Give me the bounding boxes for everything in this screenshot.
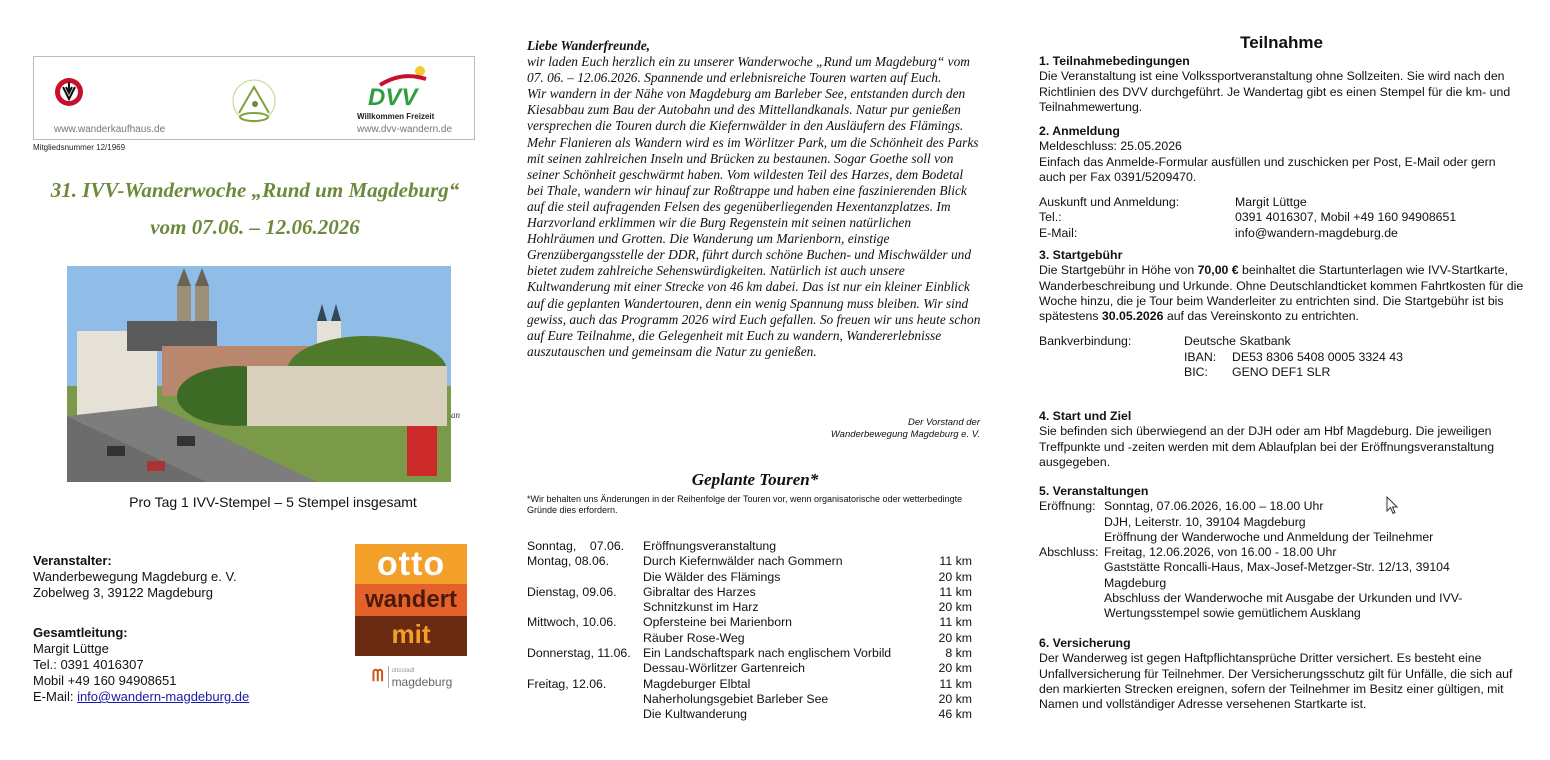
tour-name: Schnitzkunst im Harz <box>643 600 759 615</box>
contact-value: Margit Lüttge <box>1235 195 1307 210</box>
closing-line: Gaststätte Roncalli-Haus, Max-Josef-Metzger-Str. 12/13, 39104 Magdeburg <box>1104 560 1450 590</box>
section-fee <box>1039 248 1524 380</box>
tour-name: Gibraltar des Harzes <box>643 584 756 599</box>
tour-row <box>527 615 972 630</box>
section-heading: 1. Teilnahmebedingungen <box>1039 54 1190 68</box>
logo-box <box>33 56 475 140</box>
tours-note: *Wir behalten uns Änderungen in der Reihenfolge der Touren vor, wenn organisatorische oder wetterbedingte Gründe dies erfordern. <box>527 494 963 515</box>
tours-table <box>527 539 972 723</box>
tour-day: Freitag, 12.06. <box>527 676 607 691</box>
ivv-logo-icon <box>54 77 84 107</box>
tour-km <box>916 539 972 554</box>
tour-km: 20 km <box>938 569 972 584</box>
management-mobil: Mobil +49 160 94908651 <box>33 673 177 688</box>
tour-km: 8 km <box>945 646 972 661</box>
letter-paragraph: Wir wandern in der Nähe von Magdeburg am Barleber See, entstanden durch den Kiesabbau zum Bau der Autobahn und des Mittellandkanals. Natur pur genießen versprechen die Touren durch die Kiefernwälder in den Ausläufern des Flämings. Mehr Flanieren als Wandern wird es im Wörlitzer Park, um die Schönheit des Parks mit seinen zahlreichen Inseln und Brücken zu bestaunen. Sogar Goethe soll von seiner Schönheit geschwärmt haben. Vom wildesten Teil des Harzes, dem Bodetal bei Thale, wandern wir hinauf zur Roßtrappe und haben eine faszinierenden Blick auf die steil aufragenden Felsen des gegenüberliegenden Hexentanzplatzes. Im Harzvorland erklimmen wir die Burg Regenstein mit seinen natürlichen Hohlräumen und Grotten. Die Wanderung um Marienborn, einstige Grenzübergangsstelle der DDR, führt durch schöne Buchen- und Mischwälder und bietet zudem zahlreiche Sehenswürdigkeiten. Natürlich ist auch unsere Kultwanderung mit einer Strecke von 46 km dabei. Das ist nur ein kleiner Einblick auf die geplanten Wandertouren, denn ein wenig Spannung muss bleiben. Wir sind gewiss, auch das Programm 2026 wird Euch gefallen. So freuen wir uns heute schon auf Eure Teilnahme, die Gelegenheit mit Euch zu wandern, Wandererlebnisse auszutauschen und gemeinsam die Natur zu genießen. <box>527 86 981 359</box>
tour-name: Die Kultwanderung <box>643 707 747 722</box>
event-title: 31. IVV-Wanderwoche „Rund um Magdeburg“ <box>50 178 460 202</box>
tour-name: Räuber Rose-Weg <box>643 630 745 645</box>
organizer-line: Zobelweg 3, 39122 Magdeburg <box>33 585 213 600</box>
letter-greeting: Liebe Wanderfreunde, <box>527 38 650 53</box>
tour-day: Donnerstag, 11.06. <box>527 646 631 661</box>
bic-label: BIC: <box>1184 365 1208 380</box>
tour-row <box>527 646 972 661</box>
event-dates: vom 07.06. – 12.06.2026 <box>150 215 360 239</box>
closing-label: Abschluss: <box>1039 545 1099 560</box>
tour-name: Die Wälder des Flämings <box>643 569 781 584</box>
tour-day: Montag, 08.06. <box>527 554 610 569</box>
tour-row <box>527 600 972 615</box>
fee-deadline: 30.05.2026 <box>1101 309 1164 324</box>
tour-km: 11 km <box>939 615 972 630</box>
management-name: Margit Lüttge <box>33 641 109 656</box>
tour-name: Ein Landschaftspark nach englischem Vorbild <box>643 646 892 661</box>
participation-title: Teilnahme <box>1240 33 1323 52</box>
tour-name: Dessau-Wörlitzer Gartenreich <box>643 661 805 676</box>
tour-day: Sonntag, 07.06. <box>527 539 625 553</box>
tour-day <box>527 631 643 646</box>
magdeburg-m-icon: ᗰ <box>372 668 384 685</box>
organizer-block <box>33 553 237 601</box>
section-text: Die Veranstaltung ist eine Volkssportveranstaltung ohne Sollzeiten. Sie wird nach den Richtlinien des DVV durchgeführt. Je Wandertag gibt es einen Stempel für die km- und Teilnahmewertung. <box>1039 69 1511 114</box>
opening-line: DJH, Leiterstr. 10, 39104 Magdeburg <box>1104 514 1306 529</box>
wanderbewegung-logo-icon <box>231 77 277 127</box>
section-insurance <box>1039 636 1524 712</box>
fee-amount: 70,00 € <box>1197 263 1239 278</box>
section-heading: 3. Startgebühr <box>1039 248 1123 262</box>
section-heading: 4. Start und Ziel <box>1039 409 1132 423</box>
closing-line: Freitag, 12.06.2026, von 16.00 - 18.00 Uhr <box>1104 545 1337 560</box>
tour-name: Magdeburger Elbtal <box>643 676 751 691</box>
tour-row <box>527 539 972 554</box>
tour-day <box>527 570 643 585</box>
tour-km: 46 km <box>938 707 972 722</box>
fee-text: auf das Vereinskonto zu entrichten. <box>1163 309 1359 324</box>
bic-value: GENO DEF1 SLR <box>1232 365 1331 380</box>
welcome-letter <box>527 38 982 360</box>
tour-row <box>527 707 972 722</box>
section-text <box>1039 263 1524 324</box>
section-heading: 6. Versicherung <box>1039 636 1131 650</box>
tour-day <box>527 600 643 615</box>
tour-km: 11 km <box>939 676 972 691</box>
tour-name: Opfersteine bei Marienborn <box>643 615 793 630</box>
section-text: Der Wanderweg ist gegen Haftpflichtansprüche Dritter versichert. Es besteht eine Unfallversicherung für Teilnehmer. Der Versicherungsschutz gilt für Unfälle, die sich auf den markierten Strecken ereignen, sofern der Teilnehmer im Besitz einer gültigen, mit Namen und vollständiger Adresse versehenen Startkarte ist. <box>1039 651 1513 712</box>
dvv-logo-icon <box>362 65 434 109</box>
registration-deadline: Meldeschluss: 25.05.2026 <box>1039 139 1182 154</box>
tour-row <box>527 661 972 676</box>
tour-km: 20 km <box>938 630 972 645</box>
signature-line: Wanderbewegung Magdeburg e. V. <box>830 429 980 440</box>
signature-line: Der Vorstand der <box>908 417 980 428</box>
otto-logo-line3: mit <box>355 616 467 656</box>
tour-row <box>527 677 972 692</box>
magdeburg-photo <box>67 266 451 482</box>
magdeburg-logo-small: ottostadt <box>391 668 415 674</box>
svg-text:DVV: DVV <box>368 84 418 109</box>
otto-logo-line1: otto <box>355 544 467 584</box>
management-heading: Gesamtleitung: <box>33 625 128 640</box>
opening-line: Sonntag, 07.06.2026, 16.00 – 18.00 Uhr <box>1104 499 1324 514</box>
dvv-tagline: Willkommen Freizeit <box>357 112 435 121</box>
tour-km: 11 km <box>939 584 972 599</box>
opening-label: Eröffnung: <box>1039 499 1096 514</box>
fee-text: Die Startgebühr in Höhe von <box>1039 263 1198 278</box>
fee-text: beinhaltet die Startunterlagen wie IVV-Startkarte, Wanderbeschreibung und Urkunde. Ohne Deutschlandticket kommen Fahrtkosten für die Woche hinzu, die je Tour beim Wanderleiter zu entrichten sind. Die Startgebühr ist bis spätestens <box>1039 263 1524 324</box>
organizer-heading: Veranstalter: <box>33 553 112 568</box>
management-tel: Tel.: 0391 4016307 <box>33 657 144 672</box>
ivv-url: www.wanderkaufhaus.de <box>54 124 166 135</box>
tour-km: 20 km <box>938 600 972 615</box>
tour-row <box>527 554 972 569</box>
management-block <box>33 625 249 705</box>
tours-title: Geplante Touren* <box>691 470 819 489</box>
tour-name: Durch Kiefernwälder nach Gommern <box>643 554 843 569</box>
tour-day <box>527 707 643 722</box>
section-conditions <box>1039 54 1524 115</box>
tour-km: 20 km <box>938 691 972 706</box>
tour-km: 11 km <box>939 554 972 569</box>
section-heading: 2. Anmeldung <box>1039 124 1120 138</box>
tour-day <box>527 661 643 676</box>
dvv-url: www.dvv-wandern.de <box>357 124 453 135</box>
iban-value: DE53 8306 5408 0005 3324 43 <box>1232 349 1403 364</box>
section-registration <box>1039 124 1524 241</box>
otto-wandert-mit-logo <box>355 544 467 662</box>
tour-day: Mittwoch, 10.06. <box>527 615 617 630</box>
closing-line: Abschluss der Wanderwoche mit Ausgabe der Urkunden und IVV-Wertungsstempel sowie gemütlichem Ausklang <box>1104 591 1463 621</box>
magdeburg-city-logo <box>372 666 452 688</box>
tour-name: Eröffnungsveranstaltung <box>643 539 777 553</box>
contact-label: Auskunft und Anmeldung: <box>1039 195 1180 210</box>
tour-row <box>527 692 972 707</box>
tour-day <box>527 692 643 707</box>
management-email-label: E-Mail: <box>33 689 78 704</box>
stamp-info: Pro Tag 1 IVV-Stempel – 5 Stempel insgesamt <box>129 494 417 510</box>
management-email-link[interactable]: info@wandern-magdeburg.de <box>77 689 250 704</box>
tour-km: 20 km <box>938 661 972 676</box>
tour-row <box>527 570 972 585</box>
bank-label: Bankverbindung: <box>1039 334 1132 349</box>
tour-row <box>527 631 972 646</box>
section-start-finish <box>1039 409 1524 470</box>
contact-value: 0391 4016307, Mobil +49 160 94908651 <box>1235 210 1457 225</box>
letter-signature <box>720 417 980 441</box>
section-text: Einfach das Anmelde-Formular ausfüllen und zuschicken per Post, E-Mail oder gern auch per Fax 0391/5209470. <box>1039 154 1496 184</box>
section-text: Sie befinden sich überwiegend an der DJH oder am Hbf Magdeburg. Die jeweiligen Treffpunkte und -zeiten werden mit dem Ablaufplan bei der Eröffnungsveranstaltung ausgegeben. <box>1039 424 1495 469</box>
photo-caption-fragment: an <box>451 410 460 420</box>
tour-day: Dienstag, 09.06. <box>527 584 617 599</box>
section-events <box>1039 484 1524 622</box>
section-heading: 5. Veranstaltungen <box>1039 484 1149 498</box>
tour-row <box>527 585 972 600</box>
iban-label: IBAN: <box>1184 349 1217 364</box>
contact-email[interactable]: info@wandern-magdeburg.de <box>1235 225 1398 240</box>
magdeburg-logo-city: magdeburg <box>391 675 453 689</box>
opening-line: Eröffnung der Wanderwoche und Anmeldung der Teilnehmer <box>1104 529 1434 544</box>
otto-logo-line2: wandert <box>355 584 467 616</box>
bank-name: Deutsche Skatbank <box>1184 334 1291 349</box>
letter-paragraph: wir laden Euch herzlich ein zu unserer Wanderwoche „Rund um Magdeburg“ vom 07. 06. – 12.06.2026. Spannende und erlebnisreiche Touren warten auf Euch. <box>527 54 970 86</box>
contact-label: Tel.: <box>1039 210 1062 225</box>
organizer-line: Wanderbewegung Magdeburg e. V. <box>33 569 237 584</box>
contact-label: E-Mail: <box>1039 225 1078 240</box>
mouse-cursor-icon <box>1386 496 1400 516</box>
tour-name: Naherholungsgebiet Barleber See <box>643 691 829 706</box>
member-number: Mitgliedsnummer 12/1969 <box>33 143 126 152</box>
